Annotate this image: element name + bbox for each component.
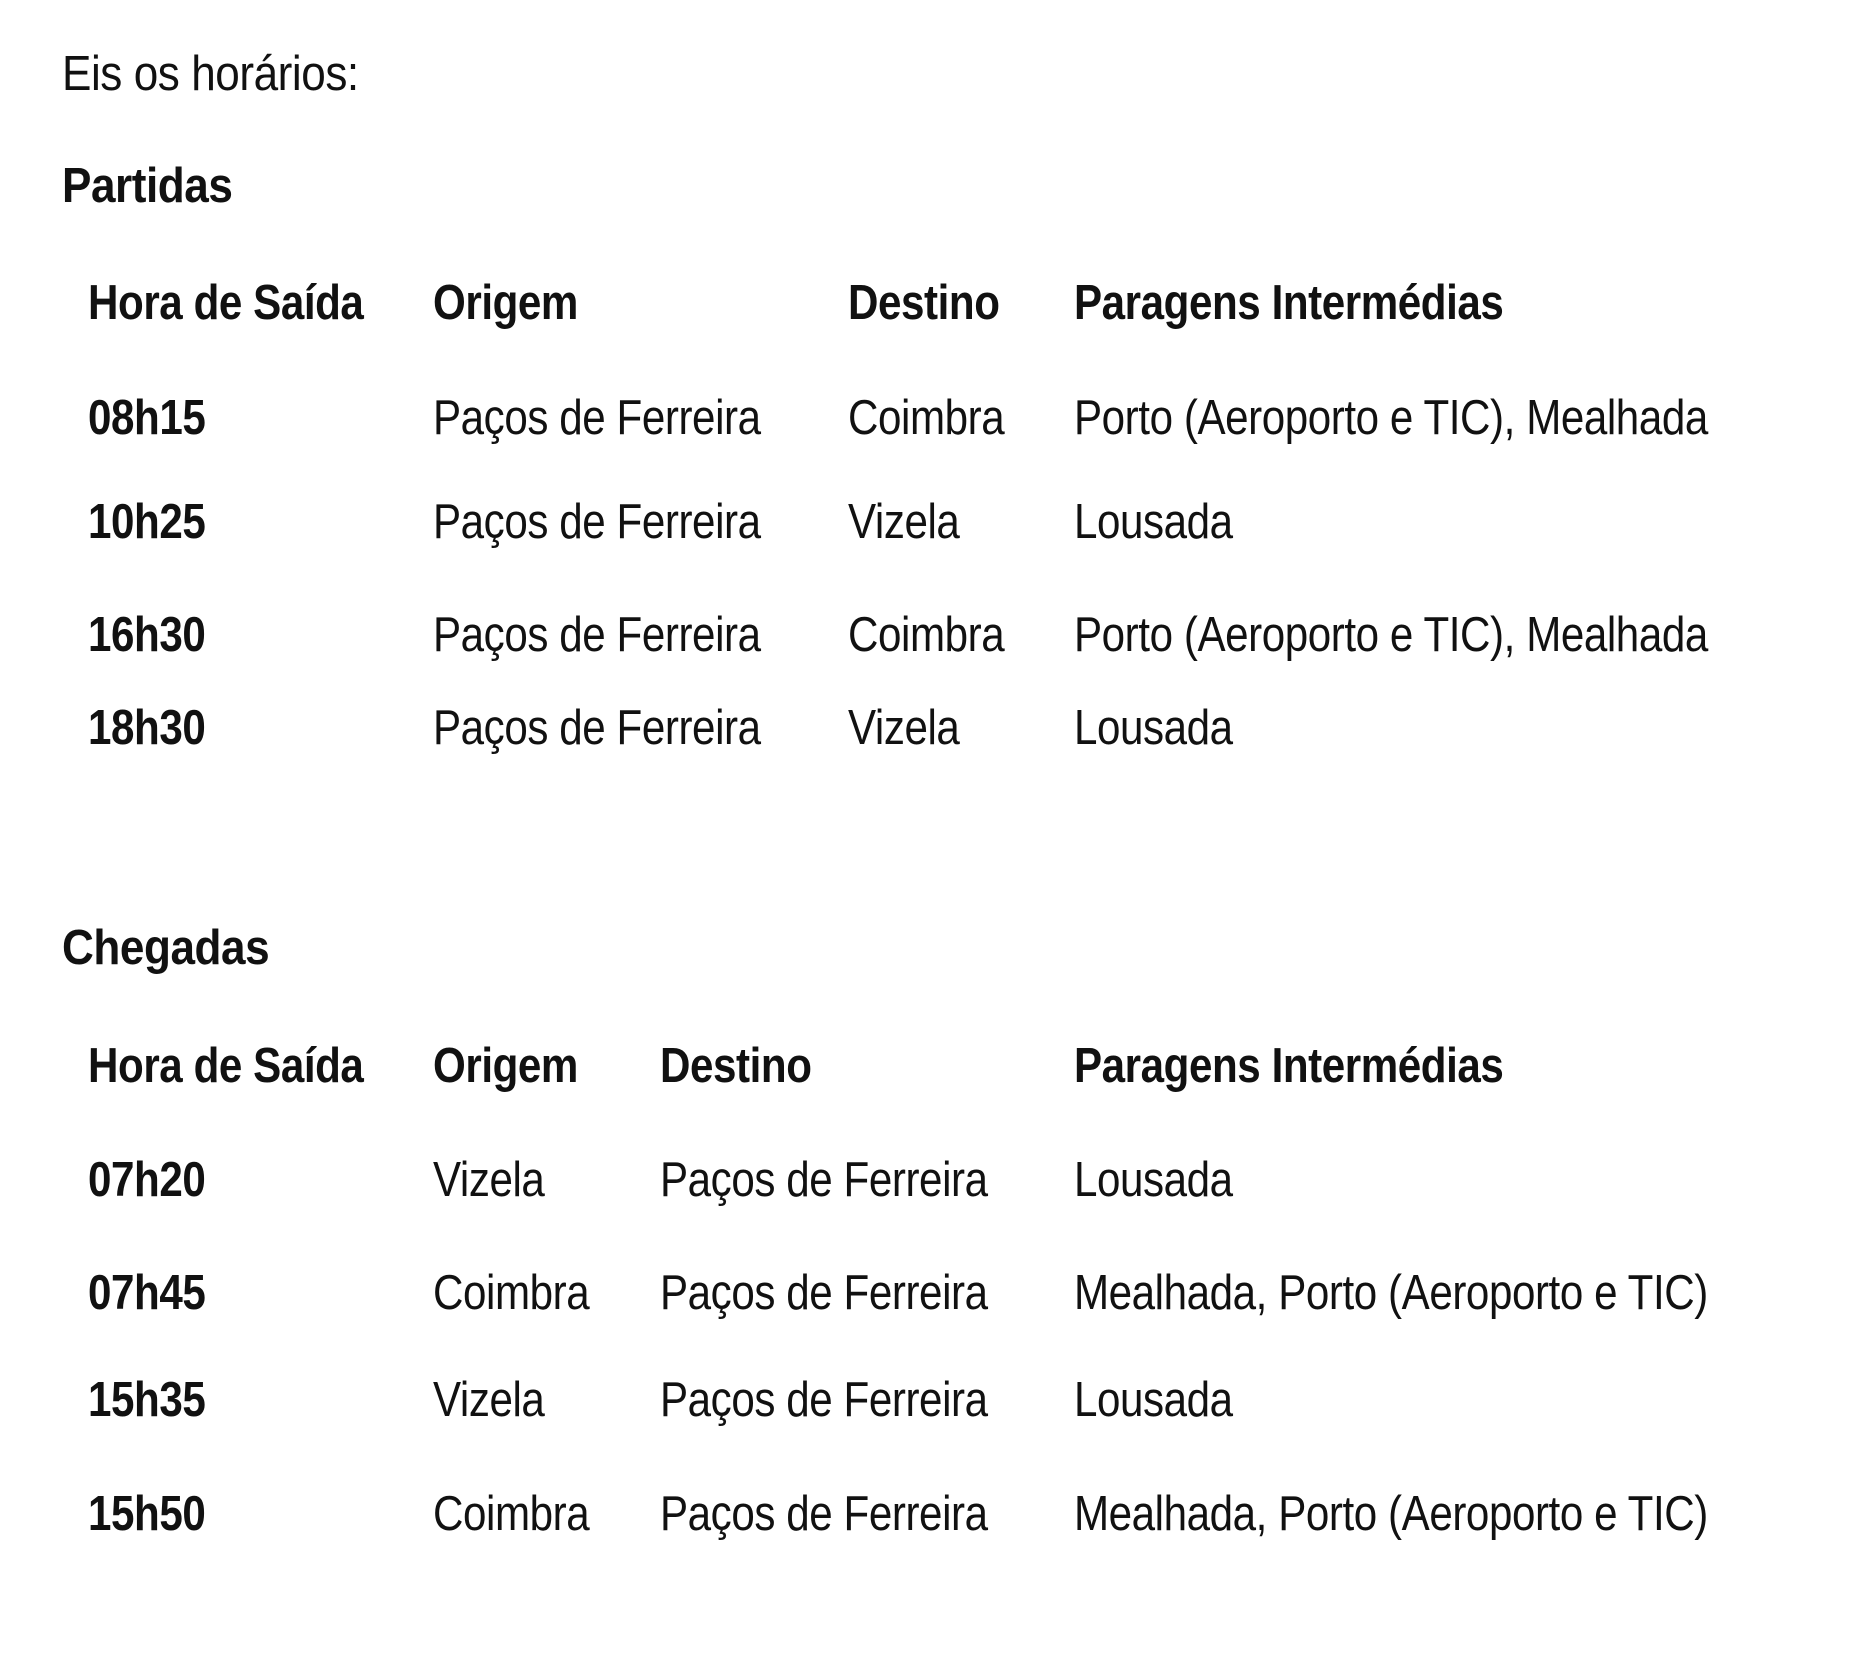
destination: Vizela <box>848 495 960 549</box>
destination: Coimbra <box>848 608 1005 662</box>
intermediate-stops: Lousada <box>1074 495 1233 549</box>
intermediate-stops: Mealhada, Porto (Aeroporto e TIC) <box>1074 1487 1708 1541</box>
chegadas-heading: Chegadas <box>62 921 270 975</box>
intermediate-stops: Porto (Aeroporto e TIC), Mealhada <box>1074 608 1708 662</box>
destination: Paços de Ferreira <box>660 1266 988 1320</box>
intermediate-stops: Mealhada, Porto (Aeroporto e TIC) <box>1074 1266 1708 1320</box>
intermediate-stops: Lousada <box>1074 1373 1233 1427</box>
intermediate-stops: Lousada <box>1074 1153 1233 1207</box>
chegadas-header-destination: Destino <box>660 1039 812 1093</box>
destination: Paços de Ferreira <box>660 1153 988 1207</box>
destination: Vizela <box>848 701 960 755</box>
destination: Paços de Ferreira <box>660 1373 988 1427</box>
departure-time: 07h20 <box>88 1153 206 1207</box>
destination: Coimbra <box>848 391 1005 445</box>
departure-time: 15h35 <box>88 1373 206 1427</box>
intermediate-stops: Porto (Aeroporto e TIC), Mealhada <box>1074 391 1708 445</box>
origin: Vizela <box>433 1153 545 1207</box>
departure-time: 16h30 <box>88 608 206 662</box>
destination: Paços de Ferreira <box>660 1487 988 1541</box>
intro-text: Eis os horários: <box>62 47 359 101</box>
partidas-header-time: Hora de Saída <box>88 276 364 330</box>
chegadas-header-stops: Paragens Intermédias <box>1074 1039 1504 1093</box>
partidas-header-destination: Destino <box>848 276 1000 330</box>
origin: Coimbra <box>433 1487 590 1541</box>
departure-time: 08h15 <box>88 391 206 445</box>
origin: Paços de Ferreira <box>433 608 761 662</box>
origin: Vizela <box>433 1373 545 1427</box>
chegadas-header-origin: Origem <box>433 1039 578 1093</box>
departure-time: 18h30 <box>88 701 206 755</box>
origin: Paços de Ferreira <box>433 391 761 445</box>
partidas-header-stops: Paragens Intermédias <box>1074 276 1504 330</box>
intermediate-stops: Lousada <box>1074 701 1233 755</box>
departure-time: 07h45 <box>88 1266 206 1320</box>
origin: Paços de Ferreira <box>433 701 761 755</box>
origin: Paços de Ferreira <box>433 495 761 549</box>
origin: Coimbra <box>433 1266 590 1320</box>
partidas-header-origin: Origem <box>433 276 578 330</box>
chegadas-header-time: Hora de Saída <box>88 1039 364 1093</box>
departure-time: 10h25 <box>88 495 206 549</box>
partidas-heading: Partidas <box>62 159 233 213</box>
departure-time: 15h50 <box>88 1487 206 1541</box>
